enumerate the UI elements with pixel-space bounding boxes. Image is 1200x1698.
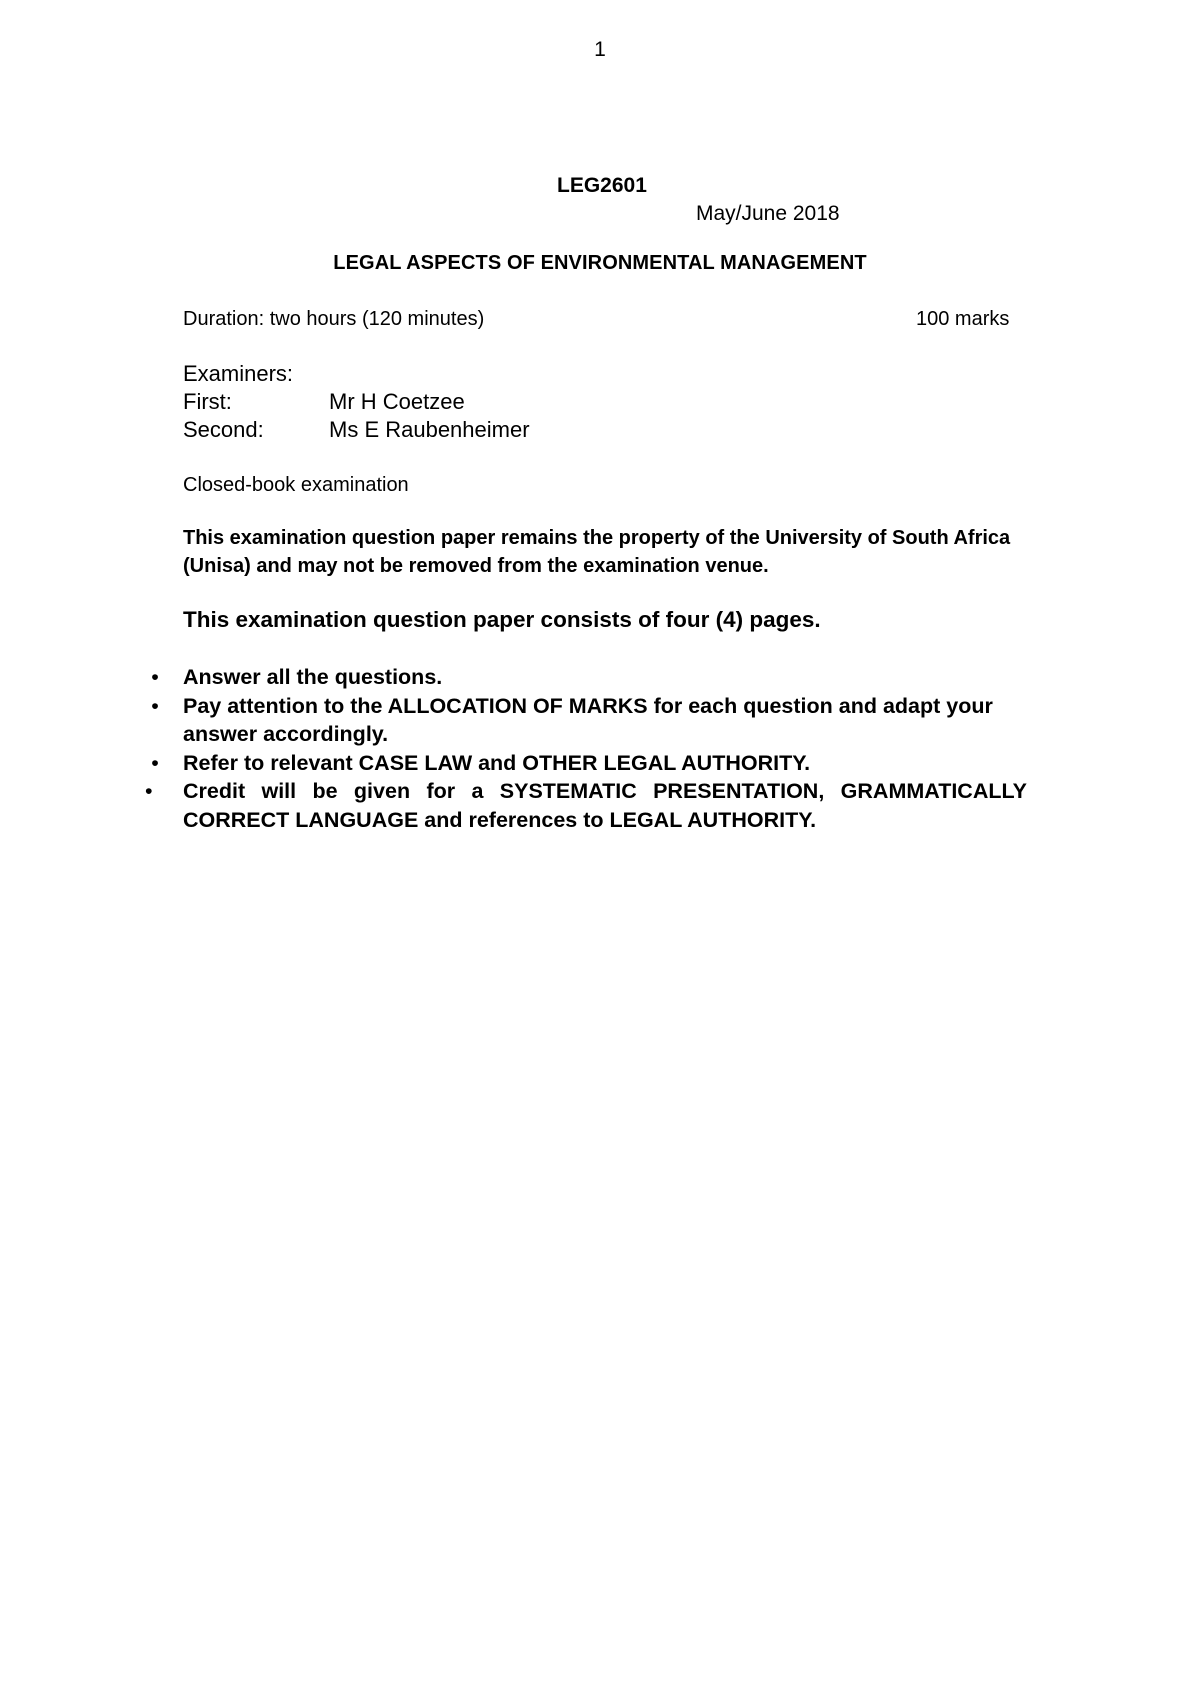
examiners-heading: Examiners:: [183, 361, 294, 386]
second-examiner-name: Ms E Raubenheimer: [329, 417, 530, 442]
bullet-icon: •: [145, 779, 153, 803]
exam-duration: Duration: two hours (120 minutes): [183, 308, 485, 330]
property-notice: This examination question paper remains the property of the University of South Africa (Unisa) and may not be removed from the examination venue.: [183, 527, 1011, 577]
instruction-text: Pay attention to the ALLOCATION OF MARKS for each question and adapt your answer accordingly.: [183, 693, 993, 746]
second-examiner-label: Second:: [183, 417, 264, 442]
page-number: 1: [594, 38, 606, 61]
first-examiner-name: Mr H Coetzee: [329, 389, 465, 414]
instruction-text: Refer to relevant CASE LAW and OTHER LEGAL AUTHORITY.: [183, 750, 811, 775]
instruction-item: [145, 663, 1027, 692]
bullet-icon: •: [151, 750, 159, 775]
closed-book-note: Closed-book examination: [183, 474, 409, 496]
course-code: LEG2601: [557, 174, 647, 197]
instruction-item: [145, 749, 1027, 778]
instruction-text: Credit will be given for a SYSTEMATIC PRESENTATION, GRAMMATICALLY CORRECT LANGUAGE and references to LEGAL AUTHORITY.: [183, 779, 1027, 832]
instructions-list: [145, 663, 1027, 834]
paper-title: LEGAL ASPECTS OF ENVIRONMENTAL MANAGEMENT: [333, 252, 867, 274]
instruction-item: [145, 777, 1027, 834]
instruction-text: Answer all the questions.: [183, 665, 443, 689]
bullet-icon: •: [151, 693, 159, 718]
first-examiner-label: First:: [183, 389, 232, 414]
page-count-notice: This examination question paper consists of four (4) pages.: [183, 607, 821, 632]
instruction-item: [145, 692, 1027, 749]
bullet-icon: •: [151, 665, 159, 689]
exam-date: May/June 2018: [696, 202, 840, 225]
total-marks: 100 marks: [916, 308, 1010, 330]
